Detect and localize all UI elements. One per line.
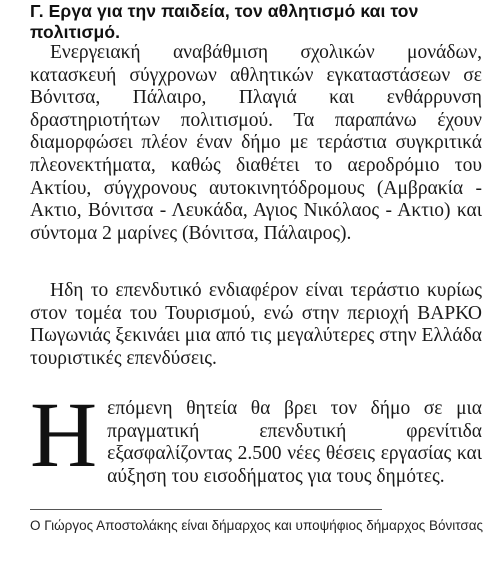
drop-cap-letter: Η [30, 384, 98, 487]
section-heading: Γ. Εργα για την παιδεία, τον αθλητισμό και τον πολιτισμό. [30, 1, 419, 42]
paragraph-infrastructure: Ενεργειακή αναβάθμιση σχολικών μονάδων, κατασκευή σύγχρονων αθλητικών εγκαταστάσεων σε Βόνιτσα, Πάλαιρο, Πλαγιά και ενθάρρυνση δραστηριοτήτων πολιτισμού. Τα παραπάνω έχουν διαμορφώσει πλέον έναν δήμο με τεράστια συγκριτικά πλεονεκτήματα, καθώς διαθέτει το αεροδρόμιο του Ακτίου, σύγχρονους αυτοκινητόδρομους (Αμβρακία - Ακτιο, Βόνιτσα - Λευκάδα, Αγιος Νικόλαος - Ακτιο) και σύντομα 2 μαρίνες (Βόνιτσα, Πάλαιρος). [30, 42, 482, 244]
closing-paragraph [30, 384, 482, 488]
caption-divider [30, 509, 382, 510]
closing-paragraph-text: επόμενη θητεία θα βρει τον δήμο σε μια πραγματική επενδυτική φρενίτιδα εξασφαλίζοντας 2.500 νέες θέσεις εργασίας και αύξηση του εισοδήματος για τους δημότες. [107, 398, 482, 487]
author-caption: Ο Γιώργος Αποστολάκης είναι δήμαρχος και υποψήφιος δήμαρχος Βόνιτσας [30, 518, 484, 533]
paragraph-investment: Ηδη το επενδυτικό ενδιαφέρον είναι τεράστιο κυρίως στον τομέα του Τουρισμού, ενώ στην περιοχή ΒΑΡΚΟ Πωγωνιάς ξεκινάει μια από τις μεγαλύτερες στην Ελλάδα τουριστικές επενδύσεις. [30, 280, 482, 369]
